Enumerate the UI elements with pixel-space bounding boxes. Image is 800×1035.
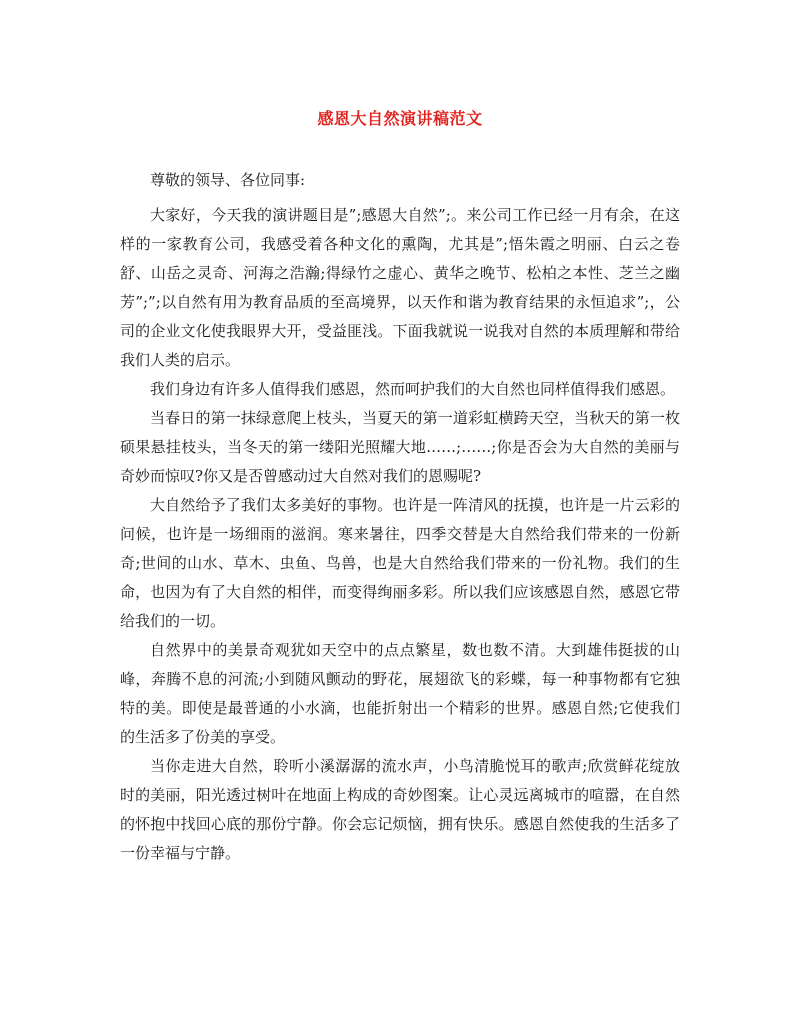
document-body xyxy=(120,166,680,868)
document-title: 感恩大自然演讲稿范文 xyxy=(317,109,483,128)
paragraph-1: 大家好，今天我的演讲题目是”;感恩大自然”;。来公司工作已经一月有余，在这样的一家教育公司，我感受着各种文化的熏陶，尤其是”;悟朱霞之明丽、白云之卷舒、山岳之灵奇、河海之浩瀚;得绿竹之虚心、黄华之晚节、松柏之本性、芝兰之幽芳”;”;以自然有用为教育品质的至高境界，以天作和谐为教育结果的永恒追求”;，公司的企业文化使我眼界大开，受益匪浅。下面我就说一说我对自然的本质理解和带给我们人类的启示。 xyxy=(120,206,680,369)
paragraph-2: 我们身边有许多人值得我们感恩，然而呵护我们的大自然也同样值得我们感恩。 xyxy=(150,380,676,398)
paragraph-4: 大自然给予了我们太多美好的事物。也许是一阵清风的抚摸，也许是一片云彩的问候，也许是一场细雨的滋润。寒来暑往，四季交替是大自然给我们带来的一份新奇;世间的山水、草木、虫鱼、鸟兽，也是大自然给我们带来的一份礼物。我们的生命，也因为有了大自然的相伴，而变得绚丽多彩。所以我们应该感恩自然，感恩它带给我们的一切。 xyxy=(120,496,680,630)
paragraph-5: 自然界中的美景奇观犹如天空中的点点繁星，数也数不清。大到雄伟挺拔的山峰，奔腾不息的河流;小到随风颤动的野花，展翅欲飞的彩蝶，每一种事物都有它独特的美。即使是最普通的小水滴，也能折射出一个精彩的世界。感恩自然;它使我们的生活多了份美的享受。 xyxy=(120,641,680,746)
salutation: 尊敬的领导、各位同事: xyxy=(150,171,306,189)
paragraph-6: 当你走进大自然，聆听小溪潺潺的流水声，小鸟清脆悦耳的歌声;欣赏鲜花绽放时的美丽，阳光透过树叶在地面上构成的奇妙图案。让心灵远离城市的喧嚣，在自然的怀抱中找回心底的那份宁静。你会忘记烦恼，拥有快乐。感恩自然使我的生活多了一份幸福与宁静。 xyxy=(120,757,680,862)
paragraph-3: 当春日的第一抹绿意爬上枝头，当夏天的第一道彩虹横跨天空，当秋天的第一枚硕果悬挂枝头，当冬天的第一缕阳光照耀大地……;……;你是否会为大自然的美丽与奇妙而惊叹?你又是否曾感动过大自然对我们的恩赐呢? xyxy=(120,409,680,485)
